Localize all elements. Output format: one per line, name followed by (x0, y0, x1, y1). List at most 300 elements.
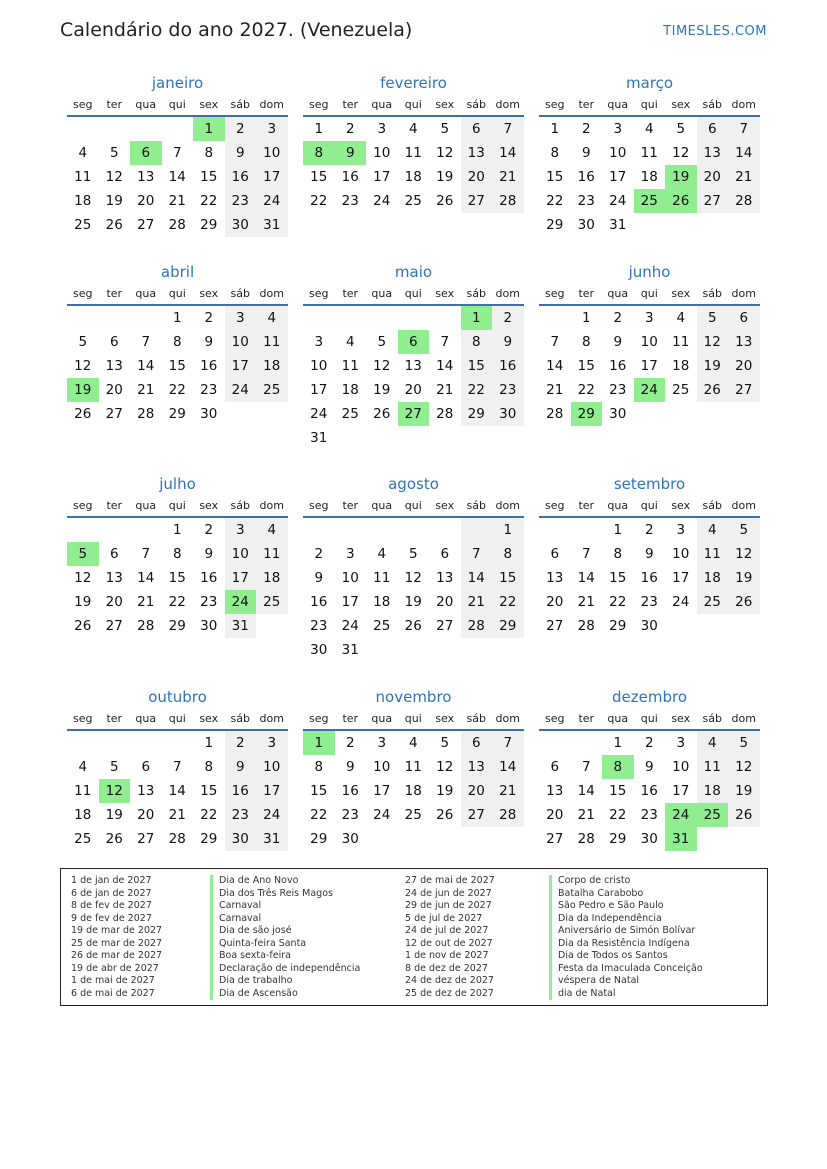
day-cell: 22 (200, 193, 218, 209)
day-cell: 7 (141, 546, 151, 562)
week-row (303, 402, 524, 426)
holiday-day-cell: 19 (665, 165, 697, 189)
week-row (539, 755, 760, 779)
day-cell: 26 (728, 590, 760, 614)
day-cell: 25 (256, 378, 288, 402)
day-cell: 7 (172, 145, 182, 161)
holiday-day-cell: 9 (335, 141, 367, 165)
weekday-label: sex (199, 498, 219, 512)
day-cell: 5 (440, 121, 450, 137)
day-cell: 19 (74, 594, 92, 610)
day-cell: 23 (640, 807, 658, 823)
week-row (67, 542, 288, 566)
day-cell: 18 (672, 358, 690, 374)
empty-cell (429, 426, 461, 450)
day-cell: 30 (225, 827, 257, 851)
weekday-label: qua (135, 286, 157, 300)
day-cell: 17 (640, 358, 658, 374)
day-cell: 4 (644, 121, 654, 137)
day-cell: 16 (492, 354, 524, 378)
weekday-label: dom (731, 498, 756, 512)
empty-cell (665, 402, 697, 426)
day-cell: 29 (461, 402, 493, 426)
day-cell: 14 (577, 570, 595, 586)
day-cell: 4 (408, 121, 418, 137)
day-cell: 23 (640, 594, 658, 610)
day-cell: 30 (225, 213, 257, 237)
day-cell: 16 (640, 783, 658, 799)
day-cell: 27 (546, 831, 564, 847)
day-cell: 19 (436, 783, 454, 799)
legend-date: 24 de jul de 2027 (405, 925, 489, 936)
day-cell: 27 (461, 803, 493, 827)
day-cell: 26 (105, 217, 123, 233)
weekday-label: qua (135, 711, 157, 725)
day-cell: 5 (408, 546, 418, 562)
day-cell: 3 (256, 117, 288, 141)
day-cell: 3 (256, 731, 288, 755)
legend-holiday-name: Carnaval (210, 913, 360, 926)
weekday-label: seg (545, 711, 565, 725)
weekday-label: qua (371, 286, 393, 300)
empty-cell (366, 638, 398, 662)
day-cell: 23 (577, 193, 595, 209)
day-cell: 9 (204, 334, 214, 350)
day-cell: 19 (436, 169, 454, 185)
day-cell: 10 (609, 145, 627, 161)
day-cell: 26 (105, 831, 123, 847)
holiday-legend (60, 868, 768, 1006)
week-row (67, 117, 288, 141)
day-cell: 23 (200, 594, 218, 610)
weekday-label: ter (106, 286, 123, 300)
weekday-label: sex (199, 711, 219, 725)
empty-cell (461, 638, 493, 662)
day-cell: 20 (137, 807, 155, 823)
day-cell: 23 (609, 382, 627, 398)
empty-cell (429, 638, 461, 662)
day-cell: 15 (168, 358, 186, 374)
day-cell: 1 (581, 310, 591, 326)
day-cell: 24 (256, 803, 288, 827)
day-cell: 27 (137, 831, 155, 847)
weekday-label: qui (404, 711, 422, 725)
day-cell: 28 (577, 618, 595, 634)
holiday-day-cell: 25 (697, 803, 729, 827)
day-cell: 29 (200, 831, 218, 847)
day-cell: 30 (577, 217, 595, 233)
week-row (539, 614, 760, 638)
weekday-header (303, 494, 524, 516)
weekday-header (303, 282, 524, 304)
day-cell: 9 (345, 759, 355, 775)
day-cell: 20 (461, 165, 493, 189)
day-cell: 3 (225, 518, 257, 542)
weekday-label: sáb (230, 286, 250, 300)
weekday-label: sex (435, 711, 455, 725)
empty-cell (461, 827, 493, 851)
legend-holiday-name: Declaração de independência (210, 963, 360, 976)
day-cell: 23 (341, 193, 359, 209)
day-cell: 14 (492, 141, 524, 165)
day-cell: 24 (341, 618, 359, 634)
day-cell: 1 (172, 522, 182, 538)
day-cell: 24 (256, 189, 288, 213)
day-cell: 14 (492, 755, 524, 779)
day-cell: 16 (200, 358, 218, 374)
week-row (539, 590, 760, 614)
week-row (303, 306, 524, 330)
legend-holiday-name: Dia da Resistência Indígena (549, 938, 703, 951)
day-cell: 11 (697, 755, 729, 779)
weekday-label: ter (106, 498, 123, 512)
day-cell: 12 (74, 358, 92, 374)
weekday-label: seg (73, 97, 93, 111)
day-cell: 18 (74, 193, 92, 209)
day-cell: 1 (314, 121, 324, 137)
day-cell: 31 (225, 614, 257, 638)
weekday-label: seg (545, 286, 565, 300)
day-cell: 6 (461, 117, 493, 141)
week-row (303, 378, 524, 402)
day-cell: 7 (492, 731, 524, 755)
day-cell: 2 (345, 121, 355, 137)
day-cell: 28 (492, 803, 524, 827)
day-cell: 31 (341, 642, 359, 658)
week-row (303, 165, 524, 189)
day-cell: 12 (74, 570, 92, 586)
empty-cell (429, 827, 461, 851)
weekday-label: qui (168, 498, 186, 512)
day-cell: 8 (172, 334, 182, 350)
day-cell: 26 (436, 193, 454, 209)
week-row (303, 354, 524, 378)
week-row (67, 566, 288, 590)
day-cell: 16 (640, 570, 658, 586)
day-cell: 4 (697, 518, 729, 542)
weekday-label: ter (106, 711, 123, 725)
day-cell: 23 (341, 807, 359, 823)
empty-cell (366, 827, 398, 851)
week-row (303, 542, 524, 566)
legend-date: 29 de jun de 2027 (405, 900, 492, 911)
holiday-day-cell: 5 (67, 542, 99, 566)
day-cell: 2 (225, 731, 257, 755)
day-cell: 8 (581, 334, 591, 350)
day-cell: 9 (225, 755, 257, 779)
day-cell: 24 (373, 807, 391, 823)
day-cell: 28 (168, 217, 186, 233)
empty-cell (256, 614, 288, 638)
empty-cell (256, 402, 288, 426)
day-cell: 11 (672, 334, 690, 350)
holiday-day-cell: 29 (571, 402, 603, 426)
day-cell: 15 (200, 169, 218, 185)
month-maio (303, 262, 524, 450)
weekday-header (539, 93, 760, 115)
legend-date: 24 de jun de 2027 (405, 887, 492, 899)
week-row (539, 141, 760, 165)
day-cell: 11 (404, 759, 422, 775)
day-cell: 11 (697, 542, 729, 566)
day-cell: 27 (436, 618, 454, 634)
day-cell: 14 (168, 783, 186, 799)
weekday-label: sáb (230, 711, 250, 725)
day-cell: 13 (436, 570, 454, 586)
month-novembro (303, 687, 524, 851)
day-cell: 2 (314, 546, 324, 562)
legend-date: 12 de out de 2027 (405, 937, 493, 949)
empty-cell (335, 518, 367, 542)
weekday-header (539, 282, 760, 304)
day-cell: 2 (492, 306, 524, 330)
empty-cell (398, 638, 430, 662)
day-cell: 20 (728, 354, 760, 378)
weekday-label: qui (404, 97, 422, 111)
brand-link[interactable]: TIMESLES.COM (663, 24, 767, 39)
weekday-label: sáb (230, 498, 250, 512)
weekday-label: dom (495, 498, 520, 512)
holiday-day-cell: 12 (99, 779, 131, 803)
weekday-label: dom (259, 498, 284, 512)
day-cell: 29 (609, 831, 627, 847)
legend-dates-left (71, 875, 162, 1000)
weekday-label: seg (309, 97, 329, 111)
weekday-header (67, 282, 288, 304)
day-cell: 10 (341, 570, 359, 586)
day-cell: 13 (546, 570, 564, 586)
day-cell: 15 (461, 354, 493, 378)
day-cell: 27 (728, 378, 760, 402)
day-cell: 30 (640, 831, 658, 847)
day-cell: 7 (492, 117, 524, 141)
day-cell: 22 (546, 193, 564, 209)
day-cell: 25 (697, 590, 729, 614)
weekday-label: qua (607, 97, 629, 111)
day-cell: 9 (225, 141, 257, 165)
month-title: outubro (148, 688, 207, 706)
weekday-header (303, 93, 524, 115)
day-cell: 19 (105, 807, 123, 823)
day-cell: 16 (577, 169, 595, 185)
week-row (67, 213, 288, 237)
day-cell: 3 (644, 310, 654, 326)
day-cell: 23 (225, 803, 257, 827)
day-cell: 5 (440, 735, 450, 751)
week-row (539, 518, 760, 542)
empty-cell (634, 213, 666, 237)
day-cell: 21 (137, 382, 155, 398)
day-cell: 24 (373, 193, 391, 209)
weekday-label: seg (309, 711, 329, 725)
weekday-label: sex (671, 286, 691, 300)
day-cell: 2 (644, 522, 654, 538)
day-cell: 17 (672, 570, 690, 586)
empty-cell (492, 827, 524, 851)
legend-date: 25 de dez de 2027 (405, 987, 494, 999)
day-cell: 30 (492, 402, 524, 426)
empty-cell (398, 518, 430, 542)
day-cell: 18 (256, 354, 288, 378)
day-cell: 18 (341, 382, 359, 398)
day-cell: 1 (492, 518, 524, 542)
day-cell: 28 (728, 189, 760, 213)
empty-cell (99, 117, 131, 141)
day-cell: 13 (137, 169, 155, 185)
empty-cell (162, 731, 194, 755)
day-cell: 21 (546, 382, 564, 398)
week-row (539, 117, 760, 141)
day-cell: 8 (172, 546, 182, 562)
day-cell: 5 (78, 334, 88, 350)
day-cell: 30 (200, 406, 218, 422)
weekday-label: ter (342, 498, 359, 512)
empty-cell (492, 426, 524, 450)
day-cell: 2 (204, 522, 214, 538)
weekday-header (303, 707, 524, 729)
day-cell: 11 (404, 145, 422, 161)
day-cell: 14 (436, 358, 454, 374)
day-cell: 28 (546, 406, 564, 422)
day-cell: 16 (225, 779, 257, 803)
empty-cell (728, 402, 760, 426)
day-cell: 2 (225, 117, 257, 141)
day-cell: 12 (404, 570, 422, 586)
weekday-label: sáb (702, 97, 722, 111)
day-cell: 16 (609, 358, 627, 374)
empty-cell (303, 518, 335, 542)
day-cell: 22 (168, 382, 186, 398)
weekday-label: sáb (702, 498, 722, 512)
day-cell: 29 (168, 406, 186, 422)
weekday-label: sáb (466, 97, 486, 111)
empty-cell (335, 306, 367, 330)
day-cell: 28 (461, 614, 493, 638)
legend-date: 1 de nov de 2027 (405, 950, 489, 961)
day-cell: 7 (550, 334, 560, 350)
day-cell: 24 (672, 594, 690, 610)
empty-cell (461, 426, 493, 450)
day-cell: 30 (200, 618, 218, 634)
month-title: julho (159, 475, 196, 493)
empty-cell (697, 827, 729, 851)
legend-date: 27 de mai de 2027 (405, 875, 495, 886)
day-cell: 12 (105, 169, 123, 185)
day-cell: 5 (109, 145, 119, 161)
empty-cell (665, 614, 697, 638)
day-cell: 4 (408, 735, 418, 751)
month-outubro (67, 687, 288, 851)
empty-cell (728, 827, 760, 851)
empty-cell (99, 306, 131, 330)
legend-date: 1 de jan de 2027 (71, 875, 152, 886)
day-cell: 22 (609, 807, 627, 823)
weekday-label: qua (607, 286, 629, 300)
month-dezembro (539, 687, 760, 851)
day-cell: 11 (74, 169, 92, 185)
legend-holiday-name: Dia de Ano Novo (210, 875, 360, 888)
day-cell: 11 (373, 570, 391, 586)
day-cell: 7 (581, 759, 591, 775)
day-cell: 22 (200, 807, 218, 823)
day-cell: 19 (373, 382, 391, 398)
day-cell: 16 (341, 169, 359, 185)
legend-holiday-name: Festa da Imaculada Conceição (549, 963, 703, 976)
day-cell: 27 (105, 406, 123, 422)
day-cell: 6 (697, 117, 729, 141)
day-cell: 15 (168, 570, 186, 586)
empty-cell (728, 614, 760, 638)
day-cell: 3 (314, 334, 324, 350)
weekday-label: dom (259, 97, 284, 111)
empty-cell (335, 426, 367, 450)
day-cell: 13 (137, 783, 155, 799)
day-cell: 20 (697, 165, 729, 189)
weekday-label: qui (168, 711, 186, 725)
weekday-label: seg (73, 286, 93, 300)
weekday-label: ter (578, 97, 595, 111)
week-row (539, 213, 760, 237)
month-title: fevereiro (380, 74, 447, 92)
holiday-day-cell: 6 (398, 330, 430, 354)
day-cell: 21 (168, 807, 186, 823)
day-cell: 24 (225, 378, 257, 402)
day-cell: 14 (577, 783, 595, 799)
month-title: setembro (613, 475, 686, 493)
weekday-label: qui (640, 97, 658, 111)
day-cell: 2 (644, 735, 654, 751)
weekday-label: sex (435, 498, 455, 512)
day-cell: 12 (697, 330, 729, 354)
empty-cell (99, 518, 131, 542)
day-cell: 9 (644, 759, 654, 775)
empty-cell (130, 731, 162, 755)
day-cell: 22 (492, 590, 524, 614)
day-cell: 13 (105, 358, 123, 374)
week-row (303, 590, 524, 614)
week-row (539, 354, 760, 378)
weekday-label: qui (640, 498, 658, 512)
day-cell: 18 (404, 169, 422, 185)
weekday-label: seg (309, 498, 329, 512)
legend-holiday-name: Dia dos Três Reis Magos (210, 888, 360, 901)
legend-date: 1 de mai de 2027 (71, 975, 155, 986)
day-cell: 7 (581, 546, 591, 562)
day-cell: 16 (225, 165, 257, 189)
week-row (67, 330, 288, 354)
day-cell: 17 (341, 594, 359, 610)
empty-cell (697, 213, 729, 237)
day-cell: 28 (436, 406, 454, 422)
day-cell: 7 (141, 334, 151, 350)
week-row (303, 638, 524, 662)
day-cell: 28 (137, 618, 155, 634)
day-cell: 31 (609, 217, 627, 233)
day-cell: 10 (225, 330, 257, 354)
month-abril (67, 262, 288, 426)
empty-cell (67, 117, 99, 141)
weekday-label: dom (731, 286, 756, 300)
day-cell: 13 (404, 358, 422, 374)
day-cell: 10 (256, 755, 288, 779)
day-cell: 22 (310, 193, 328, 209)
holiday-day-cell: 8 (303, 141, 335, 165)
day-cell: 18 (74, 807, 92, 823)
legend-holiday-name: Dia de Ascensão (210, 988, 360, 1001)
day-cell: 17 (373, 169, 391, 185)
day-cell: 3 (613, 121, 623, 137)
week-row (539, 731, 760, 755)
